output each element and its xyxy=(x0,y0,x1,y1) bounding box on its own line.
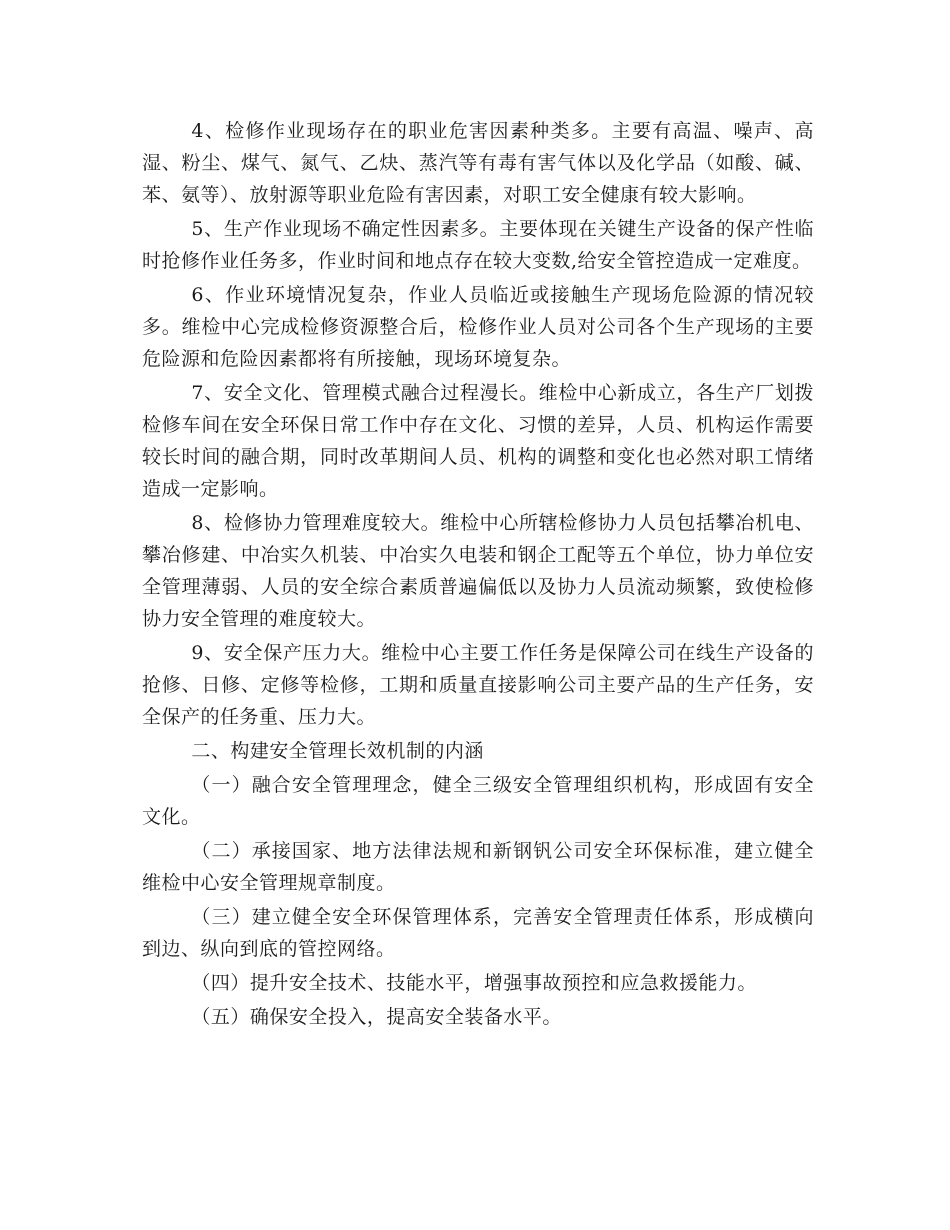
paragraph-sub-4: （四）提升安全技术、技能水平，增强事故预控和应急救援能力。 xyxy=(191,972,757,994)
paragraph-sub-1: （一）融合安全管理理念，健全三级安全管理组织机构，形成固有安全文化。 xyxy=(142,774,814,828)
paragraph-sub-5: （五）确保安全投入，提高安全装备水平。 xyxy=(191,1006,562,1028)
document-body xyxy=(142,115,814,1035)
paragraph-item-8: 8、检修协力管理难度较大。维检中心所辖检修协力人员包括攀冶机电、攀冶修建、中冶实久机装、中冶实久电装和钢企工配等五个单位，协力单位安全管理薄弱、人员的安全综合素质普遍偏低以及协力人员流动频繁，致使检修协力安全管理的难度较大。 xyxy=(142,512,814,630)
paragraph-sub-2: （二）承接国家、地方法律法规和新钢钒公司安全环保标准，建立健全维检中心安全管理规章制度。 xyxy=(142,840,814,894)
paragraph-sub-3: （三）建立健全安全环保管理体系，完善安全管理责任体系，形成横向到边、纵向到底的管控网络。 xyxy=(142,906,814,960)
paragraph-item-5: 5、生产作业现场不确定性因素多。主要体现在关键生产设备的保产性临时抢修作业任务多，作业时间和地点存在较大变数,给安全管控造成一定难度。 xyxy=(142,218,814,272)
paragraph-item-4: 4、检修作业现场存在的职业危害因素种类多。主要有高温、噪声、高湿、粉尘、煤气、氮气、乙炔、蒸汽等有毒有害气体以及化学品（如酸、碱、苯、氨等）、放射源等职业危险有害因素，对职工安全健康有较大影响。 xyxy=(142,120,814,206)
paragraph-item-6: 6、作业环境情况复杂，作业人员临近或接触生产现场危险源的情况较多。维检中心完成检修资源整合后，检修作业人员对公司各个生产现场的主要危险源和危险因素都将有所接触，现场环境复杂。 xyxy=(142,284,814,370)
paragraph-item-9: 9、安全保产压力大。维检中心主要工作任务是保障公司在线生产设备的抢修、日修、定修等检修，工期和质量直接影响公司主要产品的生产任务，安全保产的任务重、压力大。 xyxy=(142,642,814,728)
section-heading: 二、构建安全管理长效机制的内涵 xyxy=(191,740,484,762)
paragraph-item-7: 7、安全文化、管理模式融合过程漫长。维检中心新成立，各生产厂划拨检修车间在安全环保日常工作中存在文化、习惯的差异，人员、机构运作需要较长时间的融合期，同时改革期间人员、机构的调整和变化也必然对职工情绪造成一定影响。 xyxy=(142,382,814,500)
